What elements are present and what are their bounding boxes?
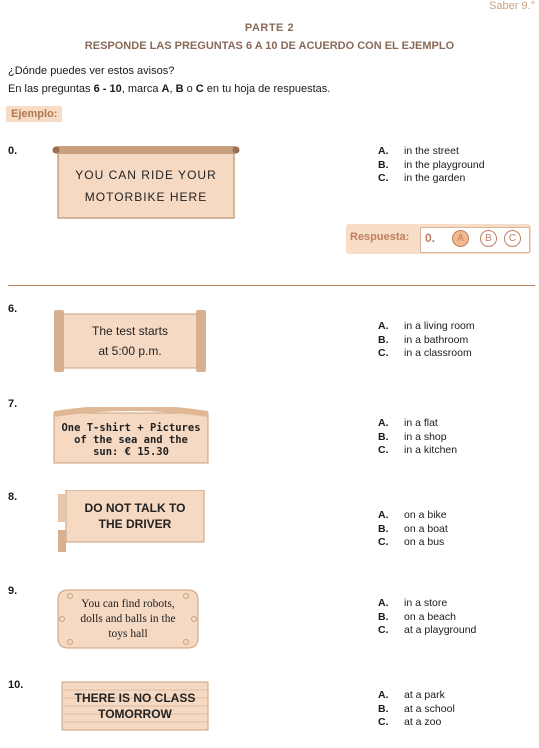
sign-text-line: One T-shirt + Pictures: [61, 422, 201, 434]
mark-text-part: En las preguntas: [8, 83, 94, 95]
answer-label: Respuesta:: [350, 231, 410, 243]
mark-instructions: [8, 83, 330, 95]
sign-text-line: THE DRIVER: [98, 517, 172, 531]
question-options: [378, 597, 476, 638]
option-letter: A.: [378, 145, 389, 157]
example-options: [378, 145, 485, 186]
section-divider: [8, 285, 535, 286]
question-number: 9.: [8, 585, 18, 597]
option-row: [378, 172, 485, 186]
option-row: [378, 523, 448, 537]
mark-letter-b: B: [175, 83, 184, 95]
mark-text-part: , marca: [121, 83, 162, 95]
option-row: [378, 624, 476, 638]
question-number: 8.: [8, 491, 18, 503]
option-letter: C.: [378, 716, 389, 728]
sign-text-line: The test starts: [91, 324, 169, 338]
option-text: in a bathroom: [404, 333, 469, 346]
sign-text-line: YOU CAN RIDE YOUR: [75, 168, 217, 182]
option-text: in a shop: [404, 430, 447, 443]
option-text: at a zoo: [404, 716, 442, 728]
option-letter: B.: [378, 430, 389, 443]
mark-text-part: en tu hoja de respuestas.: [203, 83, 331, 95]
option-row: [378, 334, 475, 348]
main-question: ¿Dónde puedes ver estos avisos?: [8, 65, 175, 77]
option-row: [378, 611, 476, 625]
mark-range: 6 - 10: [93, 83, 122, 95]
option-letter: B.: [378, 158, 389, 171]
option-row: [378, 159, 485, 173]
option-row: [378, 509, 448, 523]
option-row: [378, 597, 476, 611]
question-number: 6.: [8, 303, 18, 315]
option-row: [378, 689, 455, 703]
sign-text-line: sun: € 15.30: [93, 446, 169, 458]
option-text: in a store: [404, 597, 448, 609]
sign-text-line: of the sea and the: [74, 434, 188, 446]
option-row: [378, 347, 475, 361]
option-row: [378, 536, 448, 550]
mark-letter-a: A: [161, 83, 170, 95]
option-letter: A.: [378, 597, 389, 609]
sign-text-line: TOMORROW: [98, 707, 172, 721]
option-letter: A.: [378, 417, 389, 429]
sign-text-line: toys hall: [108, 627, 148, 640]
option-text: at a park: [404, 689, 445, 701]
option-text: at a playground: [404, 624, 477, 636]
option-text: on a boat: [404, 522, 448, 535]
option-text: in a kitchen: [404, 444, 458, 456]
option-text: in a flat: [404, 417, 438, 429]
example-number: 0.: [8, 145, 18, 157]
answer-bubble-c[interactable]: C: [504, 230, 521, 247]
option-letter: C.: [378, 624, 389, 636]
option-letter: B.: [378, 333, 389, 346]
option-text: on a bus: [404, 536, 445, 548]
question-number: 10.: [8, 679, 24, 691]
mark-text-part: ,: [169, 83, 176, 95]
option-text: at a school: [404, 702, 455, 715]
answer-number: 0.: [425, 231, 436, 245]
option-letter: C.: [378, 172, 389, 184]
option-row: [378, 444, 457, 458]
answer-bubble-b[interactable]: B: [480, 230, 497, 247]
question-options: [378, 509, 448, 550]
instruction-heading: RESPONDE LAS PREGUNTAS 6 A 10 DE ACUERDO CON EL EJEMPLO: [84, 40, 455, 52]
sign-q9: [56, 588, 200, 650]
option-letter: A.: [378, 320, 389, 332]
option-row: [378, 431, 457, 445]
option-text: in a living room: [404, 320, 475, 332]
sign-text-line: THERE IS NO CLASS: [74, 691, 196, 705]
question-options: [378, 417, 457, 458]
sign-text-line: DO NOT TALK TO: [84, 501, 186, 515]
example-label: Ejemplo:: [6, 106, 62, 122]
option-letter: B.: [378, 610, 389, 623]
option-row: [378, 417, 457, 431]
sign-text-line: at 5:00 p.m.: [98, 344, 162, 358]
option-text: in a classroom: [404, 347, 472, 359]
option-letter: A.: [378, 689, 389, 701]
sign-q8: [58, 490, 206, 552]
option-text: on a beach: [404, 610, 456, 623]
option-letter: B.: [378, 522, 389, 535]
question-number: 7.: [8, 398, 18, 410]
sign-q6: [52, 310, 208, 372]
option-letter: A.: [378, 509, 389, 521]
example-sign: [52, 144, 240, 220]
option-row: [378, 145, 485, 159]
sign-q7: [52, 407, 210, 465]
answer-bubble-a[interactable]: A: [452, 230, 469, 247]
question-options: [378, 689, 455, 730]
question-options: [378, 320, 475, 361]
option-letter: C.: [378, 444, 389, 456]
sign-text-line: MOTORBIKE HERE: [84, 190, 208, 204]
option-row: [378, 716, 455, 730]
option-letter: C.: [378, 347, 389, 359]
sign-q10: [60, 680, 210, 732]
option-letter: C.: [378, 536, 389, 548]
option-text: in the street: [404, 145, 459, 157]
option-text: in the playground: [404, 158, 485, 171]
sign-text-line: You can find robots,: [81, 597, 175, 610]
part-title: PARTE 2: [244, 22, 295, 34]
option-text: on a bike: [404, 509, 447, 521]
option-row: [378, 320, 475, 334]
option-letter: B.: [378, 702, 389, 715]
page-corner-label: Saber 9.°: [489, 0, 535, 12]
option-text: in the garden: [404, 172, 466, 184]
option-row: [378, 703, 455, 717]
mark-letter-c: C: [195, 83, 204, 95]
mark-text-part: o: [183, 83, 196, 95]
sign-text-line: dolls and balls in the: [80, 612, 176, 625]
